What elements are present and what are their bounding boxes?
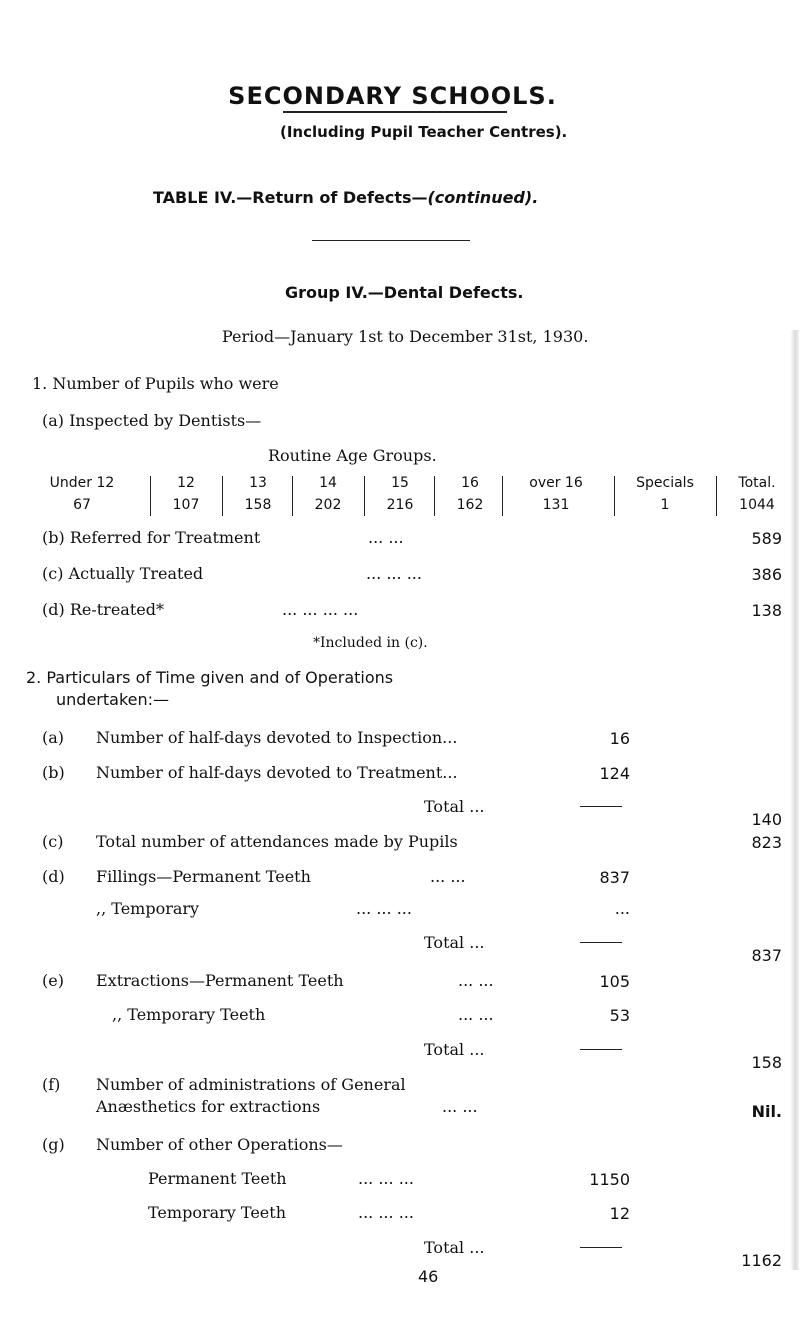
column-rule	[614, 476, 615, 516]
item-mid-value: 53	[609, 1006, 630, 1025]
total-label: Total ...	[424, 797, 485, 816]
item-letter: (b)	[42, 763, 65, 782]
routine-age-groups-label: Routine Age Groups.	[268, 446, 437, 465]
page-title: SECONDARY SCHOOLS.	[228, 82, 557, 110]
age-header: 14	[319, 475, 337, 491]
age-value: 1	[660, 497, 670, 513]
row-value: 386	[751, 565, 782, 584]
row-dots: ... ... ...	[366, 564, 422, 583]
section1-a-label: (a) Inspected by Dentists—	[42, 411, 262, 430]
row-label: Actually Treated	[68, 564, 204, 583]
period-line: Period—January 1st to December 31st, 1930.	[222, 327, 589, 346]
row-value: 589	[751, 529, 782, 548]
column-rule	[150, 476, 151, 516]
item-total-value: 823	[751, 833, 782, 852]
age-value: 216	[386, 497, 414, 513]
age-header: 13	[249, 475, 267, 491]
item-total-value: 837	[751, 946, 782, 965]
age-value: 1044	[739, 497, 775, 513]
row-dots: ... ...	[368, 528, 404, 547]
item-mid-value: 837	[599, 868, 630, 887]
column-rule	[716, 476, 717, 516]
item-dots: ... ... ...	[356, 899, 412, 918]
item-mid-value: 105	[599, 972, 630, 991]
column-rule	[222, 476, 223, 516]
item-label: Number of half-days devoted to Inspection...	[96, 728, 458, 747]
item-letter: (c)	[42, 832, 64, 851]
item-total-value: 158	[751, 1053, 782, 1072]
row-retreated	[42, 600, 164, 619]
age-header: 15	[391, 475, 409, 491]
column-rule	[434, 476, 435, 516]
item-label: Total number of attendances made by Pupils	[96, 832, 458, 851]
section-divider	[312, 240, 470, 241]
total-rule	[580, 1049, 622, 1050]
age-header: Specials	[636, 475, 694, 491]
item-mid-value: 16	[609, 729, 630, 748]
item-label: Anæsthetics for extractions	[96, 1097, 321, 1116]
item-letter: (a)	[42, 728, 65, 747]
row-label: Re-treated*	[69, 600, 164, 619]
item-label: Number of administrations of General	[96, 1075, 406, 1094]
age-header: over 16	[529, 475, 583, 491]
total-label: Total ...	[424, 1238, 485, 1257]
total-rule	[580, 942, 622, 943]
item-label: ,, Temporary Teeth	[112, 1005, 266, 1024]
age-header: 16	[461, 475, 479, 491]
age-value: 202	[314, 497, 342, 513]
item-mid-value: 124	[599, 764, 630, 783]
age-header: Total.	[738, 475, 776, 491]
group-title: Group IV.—Dental Defects.	[285, 283, 524, 302]
item-dots: ... ...	[458, 1005, 494, 1024]
column-rule	[292, 476, 293, 516]
age-header: Under 12	[49, 475, 115, 491]
item-label: Fillings—Permanent Teeth	[96, 867, 311, 886]
item-letter: (d)	[42, 867, 65, 886]
item-label: Permanent Teeth	[148, 1169, 287, 1188]
item-label: Number of other Operations—	[96, 1135, 343, 1154]
item-mid-value: 12	[609, 1204, 630, 1223]
age-value: 107	[172, 497, 200, 513]
item-label: Number of half-days devoted to Treatment...	[96, 763, 458, 782]
item-letter: (e)	[42, 971, 64, 990]
age-header: 12	[177, 475, 195, 491]
row-value: 138	[751, 601, 782, 620]
page-number: 46	[418, 1267, 439, 1286]
total-label: Total ...	[424, 1040, 485, 1059]
total-rule	[580, 806, 622, 807]
total-rule	[580, 1247, 622, 1248]
item-total-value: 1162	[741, 1251, 782, 1270]
section1-heading: 1. Number of Pupils who were	[32, 374, 279, 393]
item-mid-value: ...	[614, 899, 630, 918]
item-letter: (f)	[42, 1075, 61, 1094]
row-letter: (b)	[42, 528, 65, 547]
item-label: ,, Temporary	[96, 899, 200, 918]
item-total-value: Nil.	[751, 1102, 782, 1121]
title-underline	[283, 111, 507, 113]
row-letter: (d)	[42, 600, 65, 619]
item-label: Temporary Teeth	[148, 1203, 287, 1222]
footnote: *Included in (c).	[313, 635, 428, 651]
section2-heading-cont: undertaken:—	[56, 690, 170, 709]
total-label: Total ...	[424, 933, 485, 952]
table-title-main: TABLE IV.—Return of Defects—	[153, 188, 428, 207]
table-title	[153, 188, 538, 207]
row-letter: (c)	[42, 564, 64, 583]
item-dots: ... ... ...	[358, 1169, 414, 1188]
age-value: 131	[542, 497, 570, 513]
age-value: 162	[456, 497, 484, 513]
column-rule	[364, 476, 365, 516]
item-total-value: 140	[751, 810, 782, 829]
item-label: Extractions—Permanent Teeth	[96, 971, 344, 990]
item-letter: (g)	[42, 1135, 65, 1154]
page-subtitle: (Including Pupil Teacher Centres).	[280, 123, 568, 141]
item-dots: ... ... ...	[358, 1203, 414, 1222]
item-dots: ... ...	[458, 971, 494, 990]
table-title-continued: (continued).	[427, 188, 539, 207]
row-label: Referred for Treatment	[69, 528, 261, 547]
age-value: 158	[244, 497, 272, 513]
item-dots: ... ...	[442, 1097, 478, 1116]
section2-heading: 2. Particulars of Time given and of Operations	[26, 668, 394, 687]
item-dots: ... ...	[430, 867, 466, 886]
row-referred	[42, 528, 260, 547]
row-dots: ... ... ... ...	[282, 600, 359, 619]
page-edge-shadow	[790, 330, 799, 1270]
row-treated	[42, 564, 203, 583]
column-rule	[502, 476, 503, 516]
age-value: 67	[73, 497, 91, 513]
item-mid-value: 1150	[589, 1170, 630, 1189]
